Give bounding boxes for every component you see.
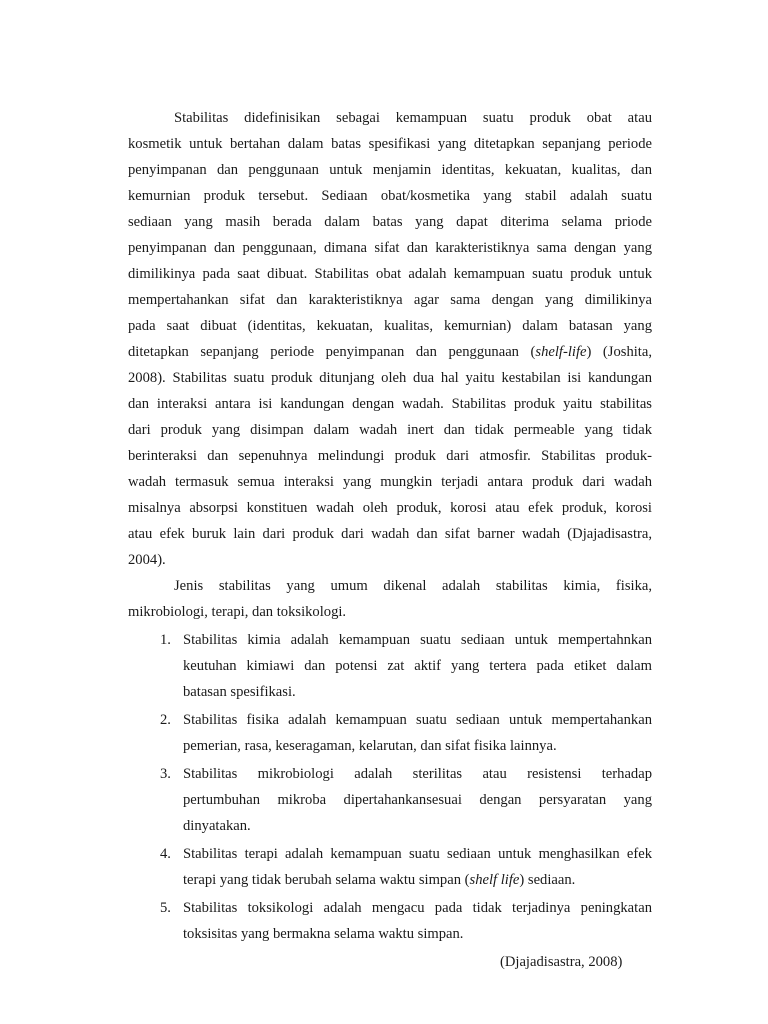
text-run: ) sediaan. (519, 872, 576, 888)
list-item-line (183, 870, 652, 890)
paragraph-line: Jenis stabilitas yang umum dikenal adalah stabilitas kimia, fisika, (174, 578, 652, 594)
list-item-line: Stabilitas toksikologi adalah mengacu pada tidak terjadinya peningkatan (183, 900, 652, 916)
text-run: ditetapkan sepanjang periode penyimpanan dan penggunaan ( (128, 344, 536, 360)
paragraph-line: dari produk yang disimpan dalam wadah inert dan tidak permeable yang tidak (128, 422, 652, 438)
list-item-line: keutuhan kimiawi dan potensi zat aktif yang tertera pada etiket dalam (183, 658, 652, 674)
list-item-line: toksisitas yang bermakna selama waktu simpan. (183, 926, 464, 942)
italic-term: shelf life (469, 872, 520, 888)
list-item-line: Stabilitas mikrobiologi adalah sterilitas atau resistensi terhadap (183, 766, 652, 782)
list-item-line: dinyatakan. (183, 818, 251, 834)
list-item-number: 4. (160, 846, 171, 862)
list-item-number: 1. (160, 632, 171, 648)
list-item-line: Stabilitas fisika adalah kemampuan suatu sediaan untuk mempertahankan (183, 712, 652, 728)
paragraph-line: misalnya absorpsi konstituen wadah oleh produk, korosi atau efek produk, korosi (128, 500, 652, 516)
paragraph-line: dan interaksi antara isi kandungan dengan wadah. Stabilitas produk yaitu stabilitas (128, 396, 652, 412)
list-item-line: batasan spesifikasi. (183, 684, 296, 700)
paragraph-line: pada saat dibuat (identitas, kekuatan, kualitas, kemurnian) dalam batasan yang (128, 318, 652, 334)
paragraph-line: penyimpanan dan penggunaan untuk menjamin identitas, kekuatan, kualitas, dan (128, 162, 652, 178)
paragraph-line: wadah termasuk semua interaksi yang mungkin terjadi antara produk dari wadah (128, 474, 652, 490)
paragraph-line: 2008). Stabilitas suatu produk ditunjang oleh dua hal yaitu kestabilan isi kandungan (128, 370, 652, 386)
paragraph-line: sediaan yang masih berada dalam batas yang dapat diterima selama priode (128, 214, 652, 230)
paragraph-line: Stabilitas didefinisikan sebagai kemampuan suatu produk obat atau (174, 110, 652, 126)
paragraph-line: berinteraksi dan sepenuhnya melindungi produk dari atmosfir. Stabilitas produk- (128, 448, 652, 464)
paragraph-line: 2004). (128, 552, 166, 568)
text-run: terapi yang tidak berubah selama waktu simpan ( (183, 872, 470, 888)
list-item-line: Stabilitas kimia adalah kemampuan suatu sediaan untuk mempertahnkan (183, 632, 652, 648)
text-run: ) (Joshita, (586, 344, 652, 360)
paragraph-line: dimilikinya pada saat dibuat. Stabilitas obat adalah kemampuan suatu produk untuk (128, 266, 652, 282)
list-item-line: pertumbuhan mikroba dipertahankansesuai dengan persyaratan yang (183, 792, 652, 808)
paragraph-line: mikrobiologi, terapi, dan toksikologi. (128, 604, 347, 620)
paragraph-line: atau efek buruk lain dari produk dari wadah dan sifat barner wadah (Djajadisastra, (128, 526, 652, 542)
paragraph-line (128, 342, 652, 362)
list-item-line: Stabilitas terapi adalah kemampuan suatu sediaan untuk menghasilkan efek (183, 846, 652, 862)
list-item-number: 5. (160, 900, 171, 916)
list-item-number: 2. (160, 712, 171, 728)
citation: (Djajadisastra, 2008) (500, 954, 623, 970)
paragraph-line: kosmetik untuk bertahan dalam batas spesifikasi yang ditetapkan sepanjang periode (128, 136, 652, 152)
paragraph-line: kemurnian produk tersebut. Sediaan obat/kosmetika yang stabil adalah suatu (128, 188, 652, 204)
paragraph-line: mempertahankan sifat dan karakteristiknya agar sama dengan yang dimilikinya (128, 292, 652, 308)
list-item-number: 3. (160, 766, 171, 782)
list-item-line: pemerian, rasa, keseragaman, kelarutan, dan sifat fisika lainnya. (183, 738, 557, 754)
italic-term: shelf-life (535, 344, 587, 360)
paragraph-line: penyimpanan dan penggunaan, dimana sifat dan karakteristiknya sama dengan yang (128, 240, 652, 256)
